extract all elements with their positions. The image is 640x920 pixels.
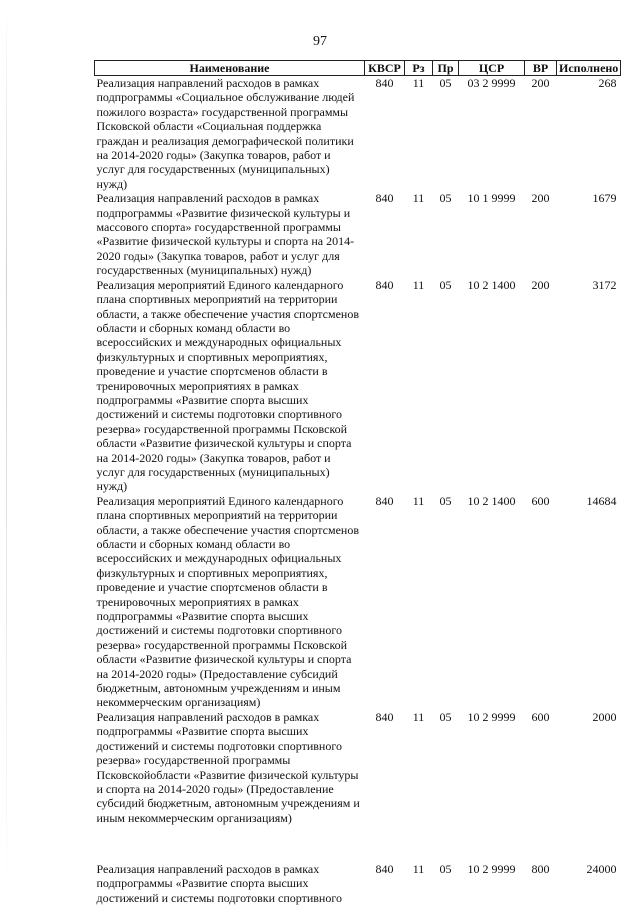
row-rz: 11 <box>412 493 425 508</box>
header-vr: ВР <box>525 61 557 76</box>
row-name: Реализация мероприятий Единого календарного плана спортивных мероприятий на территории области, а также обеспечение участия спортсменов области и сборных команд области во всероссийских и международных официальных физкультурных и спортивных мероприятиях, проведение и участие спортсменов области в тренировочных мероприятиях в рамках подпрограммы «Развитие спорта высших достижений и системы подготовки спортивного резерва» государственной программы Псковской области «Развитие физической культуры и спорта на 2014-2020 годы» (Закупка товаров, работ и услуг для государственных (муниципальных) нужд) <box>96 277 360 494</box>
row-amount: 3172 <box>592 277 617 292</box>
row-name: Реализация направлений расходов в рамках подпрограммы «Развитие физической культуры и массового спорта» государственной программы «Развитие физической культуры и спорта на 2014-2020 годы» (Закупка товаров, работ и услуг для государственных (муниципальных) нужд) <box>96 191 355 278</box>
row-kvsr: 840 <box>375 493 394 508</box>
row-vr: 800 <box>531 861 550 876</box>
row-pr: 05 <box>439 861 452 876</box>
row-name: Реализация направлений расходов в рамках подпрограммы «Развитие спорта высших достижений и системы подготовки спортивного резерва» государственной программы Псковскойобласти «Развитие физической культуры и спорта на 2014-2020 годы» (Предоставление субсидий бюджетным, автономным учреждениям и иным некоммерческим организациям) <box>96 709 360 825</box>
table-row <box>95 191 621 277</box>
row-pr: 05 <box>439 191 452 206</box>
table-row <box>95 278 621 494</box>
header-csr: ЦСР <box>459 61 525 76</box>
row-rz: 11 <box>412 277 425 292</box>
row-csr: 03 2 9999 <box>467 76 516 90</box>
row-name: Реализация направлений расходов в рамках подпрограммы «Развитие спорта высших достижений и системы подготовки спортивного <box>96 861 342 905</box>
scan-edge <box>6 0 7 905</box>
row-pr: 05 <box>439 76 452 90</box>
row-pr: 05 <box>439 277 452 292</box>
row-vr: 200 <box>531 191 550 206</box>
page-number: 97 <box>313 34 327 49</box>
row-kvsr: 840 <box>375 861 394 876</box>
table-row <box>95 862 621 920</box>
row-vr: 200 <box>531 76 550 90</box>
row-rz: 11 <box>412 709 425 724</box>
row-amount: 14684 <box>586 493 617 508</box>
row-amount: 1679 <box>592 191 617 206</box>
header-kvsr: КВСР <box>365 61 405 76</box>
header-pr: Пр <box>433 61 459 76</box>
header-amount: Исполнено <box>557 61 621 76</box>
row-kvsr: 840 <box>375 709 394 724</box>
row-amount: 268 <box>598 76 617 90</box>
table-row <box>95 494 621 710</box>
budget-table <box>94 60 621 920</box>
row-vr: 200 <box>531 277 550 292</box>
row-csr: 10 1 9999 <box>467 191 516 206</box>
header-row <box>95 61 621 76</box>
row-amount: 24000 <box>586 861 617 876</box>
row-csr: 10 2 1400 <box>467 277 516 292</box>
row-kvsr: 840 <box>375 76 394 90</box>
table-row <box>95 710 621 862</box>
table-row <box>95 76 621 192</box>
row-vr: 600 <box>531 493 550 508</box>
row-csr: 10 2 1400 <box>467 493 516 508</box>
row-pr: 05 <box>439 709 452 724</box>
row-name: Реализация направлений расходов в рамках подпрограммы «Социальное обслуживание людей пожилого возраста» государственной программы Псковской области «Социальная поддержка граждан и реализация демографической политики на 2014-2020 годы» (Закупка товаров, работ и услуг для государственных (муниципальных) нужд) <box>96 76 355 191</box>
row-csr: 10 2 9999 <box>467 861 516 876</box>
row-amount: 2000 <box>592 709 617 724</box>
header-name: Наименование <box>95 61 365 76</box>
row-csr: 10 2 9999 <box>467 709 516 724</box>
row-rz: 11 <box>412 76 425 90</box>
row-name: Реализация мероприятий Единого календарного плана спортивных мероприятий на территории области, а также обеспечение участия спортсменов области и сборных команд области во всероссийских и международных официальных физкультурных и спортивных мероприятиях, проведение и участие спортсменов области в тренировочных мероприятиях в рамках подпрограммы «Развитие спорта высших достижений и системы подготовки спортивного резерва» государственной программы Псковской области «Развитие физической культуры и спорта на 2014-2020 годы» (Предоставление субсидий бюджетным, автономным учреждениям и иным некоммерческим организациям) <box>96 493 360 710</box>
row-pr: 05 <box>439 493 452 508</box>
row-vr: 600 <box>531 709 550 724</box>
row-rz: 11 <box>412 861 425 876</box>
row-kvsr: 840 <box>375 191 394 206</box>
header-rz: Рз <box>405 61 433 76</box>
row-rz: 11 <box>412 191 425 206</box>
row-kvsr: 840 <box>375 277 394 292</box>
